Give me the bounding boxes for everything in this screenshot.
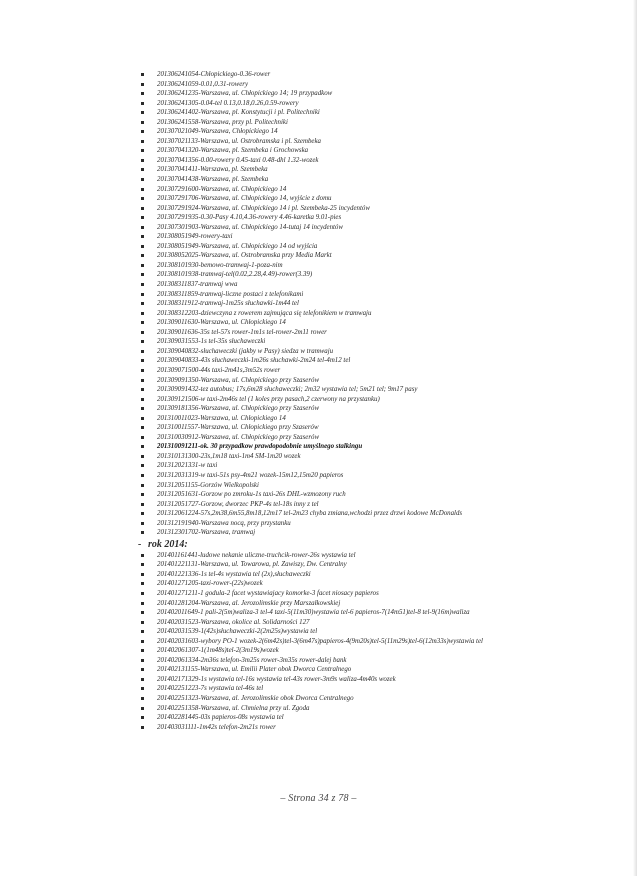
square-bullet-icon: [141, 707, 144, 710]
list-item-text: 201306241558-Warszawa, przy pl. Politechniki: [157, 118, 288, 126]
square-bullet-icon: [141, 522, 144, 525]
square-bullet-icon: [141, 226, 144, 229]
square-bullet-icon: [141, 484, 144, 487]
list-item-text: 201309040832-słuchaweczki (jakby w Pasy) siedza w tramwaju: [157, 347, 334, 355]
square-bullet-icon: [141, 159, 144, 162]
square-bullet-icon: [141, 436, 144, 439]
list-item: [140, 99, 610, 109]
square-bullet-icon: [141, 130, 144, 133]
list-item: [140, 137, 610, 147]
square-bullet-icon: [141, 273, 144, 276]
list-item: [140, 461, 610, 471]
square-bullet-icon: [141, 102, 144, 105]
list-item-text: 201403031111-1m42s telefon-2m21s rower: [157, 723, 276, 731]
list-item-text: 201402171329-1s wystawia tel-16s wystawia tel-43s rower-3m9s waliza-4m40s wozek: [157, 675, 396, 683]
square-bullet-icon: [141, 168, 144, 171]
year-heading-text: rok 2014:: [148, 538, 188, 550]
square-bullet-icon: [141, 369, 144, 372]
list-item-text: 201308051949-Warszawa, ul. Chłopickiego 14 od wyjścia: [157, 242, 318, 250]
list-item: [140, 433, 610, 443]
list-item-text: 201309071500-44s taxi-2m41s,3m52s rower: [157, 366, 281, 374]
square-bullet-icon: [141, 283, 144, 286]
square-bullet-icon: [141, 445, 144, 448]
list-item: [140, 328, 610, 338]
list-item-text: 201310091211-ok. 30 przypadkow prawdopodobnie umyślnego stalkingu: [157, 443, 363, 451]
list-item-text: 201306241305-0.04-tel 0.13,0.18,0.26,0.59-rowery: [157, 99, 299, 107]
list-item-text: 201312031319-w taxi-51s psy-4m21 wozek-15m12,15m20 papieros: [157, 471, 344, 479]
list-item-text: 201402131155-Warszawa, ul. Emilii Plater obok Dworca Centralnego: [157, 666, 352, 674]
square-bullet-icon: [141, 331, 144, 334]
list-item-text: 201309121506-w taxi-2m46s tel (1 koles przy pasach,2 czerwony na przystanku): [157, 395, 380, 403]
list-item-text: 201310131300-23s,1m18 taxi-1m4 SM-1m20 wozek: [157, 452, 301, 460]
square-bullet-icon: [141, 426, 144, 429]
list-item: [140, 175, 610, 185]
square-bullet-icon: [141, 264, 144, 267]
list-item: [140, 490, 610, 500]
list-item: [140, 299, 610, 309]
list-item: [140, 481, 610, 491]
list-item-text: 201401161441-ludowe nekanie uliczne-truchcik-rower-26s wystawia tel: [157, 551, 356, 559]
list-item: [140, 356, 610, 366]
list-item: [140, 251, 610, 261]
square-bullet-icon: [141, 716, 144, 719]
list-item: [140, 618, 610, 628]
list-item-text: 201307291706-Warszawa, ul. Chłopickiego 14, wyjście z domu: [157, 195, 332, 203]
square-bullet-icon: [141, 379, 144, 382]
list-item-text: 201402061334-2m36s telefon-3m25s rower-3m35s rower-dalej bank: [157, 656, 347, 664]
list-item: [140, 665, 610, 675]
list-item-text: 201308311837-tramwaj wwa: [157, 281, 238, 289]
list-item: [140, 704, 610, 714]
list-item: [140, 118, 610, 128]
list-item: [140, 204, 610, 214]
list-item: [140, 471, 610, 481]
square-bullet-icon: [141, 359, 144, 362]
list-item-text: 201307041411-Warszawa, pl. Szembeka: [157, 166, 268, 174]
list-item-text: 201307021049-Warszawa, Chłopickiego 14: [157, 128, 278, 136]
square-bullet-icon: [141, 340, 144, 343]
list-item-text: 201307041356-0.00-rowery 0.45-taxi 0.48-dhl 1.32-wozek: [157, 156, 319, 164]
list-item-text: 201401271205-taxi-rower-(22s)wozek: [157, 580, 263, 588]
square-bullet-icon: [141, 121, 144, 124]
list-item-text: 201307301903-Warszawa, ul. Chłopickiego 14-tutaj 14 incydentów: [157, 223, 343, 231]
list-item: [140, 599, 610, 609]
list-item-text: 201312061224-57s,2m38,6m55,8m18,12m17 tel-2m23 chyba zmiana,wchodzi przez drzwi kodowe McDonalds: [157, 510, 463, 518]
list-item-text: 201312301702-Warszawa, tramwaj: [157, 529, 256, 537]
square-bullet-icon: [141, 254, 144, 257]
list-item-text: 201402251223-7s wystawia tel-46s tel: [157, 685, 264, 693]
square-bullet-icon: [141, 630, 144, 633]
list-item: [140, 694, 610, 704]
list-item-text: 201312021331-w taxi: [157, 462, 218, 470]
list-item: [140, 713, 610, 723]
list-item-text: 201402031539-1(42s)słuchaweczki-2(2m25s)wystawia tel: [157, 628, 318, 636]
square-bullet-icon: [141, 92, 144, 95]
square-bullet-icon: [141, 493, 144, 496]
entry-list-2014: [140, 551, 610, 732]
square-bullet-icon: [141, 207, 144, 210]
square-bullet-icon: [141, 302, 144, 305]
list-item: [140, 146, 610, 156]
list-item: [140, 528, 610, 538]
list-item: [140, 423, 610, 433]
list-item-text: 201402011649-1 pali-2(5m)waliza-3 tel-4 taxi-5(11m30)wystawia tel-6 papieros-7(14m51)tel-8 tel-9(16m)waliza: [157, 609, 470, 617]
square-bullet-icon: [141, 321, 144, 324]
square-bullet-icon: [141, 592, 144, 595]
square-bullet-icon: [141, 197, 144, 200]
list-item-text: 201308101938-tramwaj-tel(0.02,2.28,4.49)-rower(3.39): [157, 271, 313, 279]
list-item-text: 201309091432-tez autobus; 17s,6m28 słuchaweczki; 2m32 wystawia tel; 5m21 tel; 9m17 pasy: [157, 386, 418, 394]
list-item-text: 201401221131-Warszawa, ul. Towarowa, pl. Zawiszy, Dw. Centralny: [157, 561, 347, 569]
list-item: [140, 213, 610, 223]
list-item: [140, 347, 610, 357]
square-bullet-icon: [141, 417, 144, 420]
square-bullet-icon: [141, 474, 144, 477]
list-item: [140, 290, 610, 300]
square-bullet-icon: [141, 149, 144, 152]
year-heading: [138, 539, 610, 551]
list-item: [140, 165, 610, 175]
list-item-text: 201307041320-Warszawa, pl. Szembeka i Grochowska: [157, 147, 309, 155]
list-item: [140, 442, 610, 452]
list-item: [140, 261, 610, 271]
square-bullet-icon: [141, 726, 144, 729]
list-item: [140, 242, 610, 252]
square-bullet-icon: [141, 687, 144, 690]
square-bullet-icon: [141, 668, 144, 671]
list-item: [140, 637, 610, 647]
list-item: [140, 280, 610, 290]
square-bullet-icon: [141, 111, 144, 114]
square-bullet-icon: [141, 678, 144, 681]
list-item-text: 201312051727-Gorzow, dworzec PKP-4s tel-18s inny z tel: [157, 500, 319, 508]
list-item: [140, 194, 610, 204]
square-bullet-icon: [141, 407, 144, 410]
list-item-text: 201402251323-Warszawa, al. Jerozolimskie obok Dworca Centralnego: [157, 695, 354, 702]
list-item-text: 201308101930-bemowo-tramwaj-1-poza-nim: [157, 261, 283, 269]
square-bullet-icon: [141, 293, 144, 296]
list-item-text: 201310011557-Warszawa, ul. Chłopickiego przy Szaserów: [157, 424, 319, 432]
list-item-text: 201307041438-Warszawa, pl. Szembeka: [157, 176, 269, 184]
list-item-text: 201402031603-wybory PO-1 wozek-2(6m42s)tel-3(6m47s)papieros-4(9m20s)tel-5(11m29s)tel-6(12m33s)wystawia tel: [157, 637, 483, 645]
list-item: [140, 156, 610, 166]
list-item: [140, 127, 610, 137]
list-item: [140, 551, 610, 561]
list-item: [140, 656, 610, 666]
list-item: [140, 337, 610, 347]
list-item-text: 201308052025-Warszawa, ul. Ostrobramska przy Media Markt: [157, 252, 332, 260]
square-bullet-icon: [141, 503, 144, 506]
square-bullet-icon: [141, 73, 144, 76]
list-item-text: 201309091350-Warszawa, ul. Chłopickiego przy Szaserów: [157, 376, 320, 384]
list-item: [140, 560, 610, 570]
dash-icon: -: [138, 538, 142, 550]
list-item: [140, 627, 610, 637]
list-item: [140, 404, 610, 414]
list-item-text: 201401271211-1 godula-2 facet wystawiajacy komorke-3 facet niosacy papieros: [157, 589, 379, 597]
square-bullet-icon: [141, 455, 144, 458]
list-item: [140, 589, 610, 599]
list-item-text: 201401221336-1s tel-4s wystawia tel (2x),słuchaweczki: [157, 570, 311, 578]
square-bullet-icon: [141, 649, 144, 652]
list-item: [140, 376, 610, 386]
entry-list-2013: [140, 70, 610, 538]
square-bullet-icon: [141, 350, 144, 353]
square-bullet-icon: [141, 216, 144, 219]
list-item: [140, 684, 610, 694]
square-bullet-icon: [141, 235, 144, 238]
list-item: [140, 385, 610, 395]
list-item-text: 201309031553-1s tel-35s słuchaweczki: [157, 338, 266, 346]
square-bullet-icon: [141, 621, 144, 624]
list-item-text: 201308312203-dziewczyna z rowerem zajmująca się telefonikiem w tramwaju: [157, 309, 372, 317]
square-bullet-icon: [141, 245, 144, 248]
square-bullet-icon: [141, 602, 144, 605]
list-item: [140, 509, 610, 519]
list-item: [140, 646, 610, 656]
list-item: [140, 519, 610, 529]
square-bullet-icon: [141, 582, 144, 585]
list-item-text: 201309011630-Warszawa, ul. Chłopickiego 14: [157, 319, 286, 327]
list-item-text: 201307291600-Warszawa, ul. Chłopickiego 14: [157, 185, 287, 193]
square-bullet-icon: [141, 573, 144, 576]
square-bullet-icon: [141, 140, 144, 143]
list-item: [140, 270, 610, 280]
list-item: [140, 366, 610, 376]
list-item: [140, 223, 610, 233]
square-bullet-icon: [141, 388, 144, 391]
list-item-text: 201308311859-tramwaj-liczne postaci z telefonikami: [157, 290, 304, 298]
list-item-text: 201402061307-1(1m48s)tel-2(3m19s)wozek: [157, 647, 279, 655]
square-bullet-icon: [141, 659, 144, 662]
list-item: [140, 185, 610, 195]
square-bullet-icon: [141, 697, 144, 700]
list-item: [140, 395, 610, 405]
list-item: [140, 80, 610, 90]
square-bullet-icon: [141, 640, 144, 643]
list-item-text: 201401281204-Warszawa, al. Jerozolimskie przy Marszałkowskiej: [157, 599, 341, 607]
list-item-text: 201402251358-Warszawa, ul. Chmielna przy ul. Zgoda: [157, 704, 310, 712]
list-item: [140, 608, 610, 618]
list-item: [140, 500, 610, 510]
list-item-text: 201307291935-0.30-Pasy 4.10,4.36-rowery 4.46-karetka 9.01-pies: [157, 214, 342, 222]
list-item-text: 201312051155-Gorzów Wielkopolski: [157, 481, 259, 489]
square-bullet-icon: [141, 188, 144, 191]
list-item: [140, 309, 610, 319]
page-content: [140, 70, 610, 732]
list-item-text: 201310011023-Warszawa, ul. Chłopickiego 14: [157, 414, 286, 422]
list-item: [140, 232, 610, 242]
list-item-text: 201312191940-Warszawa nocą, przy przystanku: [157, 519, 291, 527]
square-bullet-icon: [141, 312, 144, 315]
list-item: [140, 89, 610, 99]
square-bullet-icon: [141, 398, 144, 401]
list-item-text: 201309181356-Warszawa, ul. Chłopickiego przy Szaserów: [157, 405, 320, 413]
list-item-text: 201309011636-35s tel-57s rower-1m1s tel-rower-2m11 rower: [157, 328, 327, 336]
square-bullet-icon: [141, 611, 144, 614]
list-item: [140, 675, 610, 685]
list-item-text: 201308051949-rowery-taxi: [157, 233, 233, 241]
square-bullet-icon: [141, 178, 144, 181]
list-item-text: 201402281445-03s papieros-08s wystawia tel: [157, 714, 284, 722]
list-item: [140, 570, 610, 580]
square-bullet-icon: [141, 464, 144, 467]
list-item-text: 201306241402-Warszawa, pl. Konstytucji i pl. Politechniki: [157, 109, 320, 117]
square-bullet-icon: [141, 512, 144, 515]
list-item: [140, 452, 610, 462]
list-item-text: 201306241235-Warszawa, ul. Chłopickiego 14; 19 przypadkow: [157, 90, 333, 98]
list-item-text: 201402031523-Warszawa, okolice al. Solidarności 127: [157, 618, 310, 626]
square-bullet-icon: [141, 83, 144, 86]
square-bullet-icon: [141, 531, 144, 534]
list-item: [140, 723, 610, 733]
list-item: [140, 70, 610, 80]
list-item-text: 201312051631-Gorzow po zmroku-1s taxi-26s DHL-wzmozony ruch: [157, 491, 346, 499]
list-item: [140, 318, 610, 328]
list-item-text: 201306241054-Chłopickiego-0.36-rower: [157, 71, 271, 78]
list-item: [140, 108, 610, 118]
list-item-text: 201308311912-tramwaj-1m25s słuchawki-1m44 tel: [157, 300, 299, 308]
square-bullet-icon: [141, 563, 144, 566]
list-item: [140, 414, 610, 424]
list-item: [140, 579, 610, 589]
list-item-text: 201307291924-Warszawa, ul. Chłopickiego 14 i pl. Szembeka-25 incydentów: [157, 204, 370, 212]
list-item-text: 201309040833-43s słuchaweczki-1m26s słuchawki-2m24 tel-4m12 tel: [157, 357, 351, 365]
page-footer: – Strona 34 z 78 –: [280, 793, 357, 804]
square-bullet-icon: [141, 554, 144, 557]
list-item-text: 201306241059-0.01,0.31-rowery: [157, 80, 249, 88]
list-item-text: 201310030912-Warszawa, ul. Chłopickiego przy Szaserów: [157, 433, 320, 441]
list-item-text: 201307021133-Warszawa, ul. Ostrobramska i pl. Szembeka: [157, 137, 321, 145]
